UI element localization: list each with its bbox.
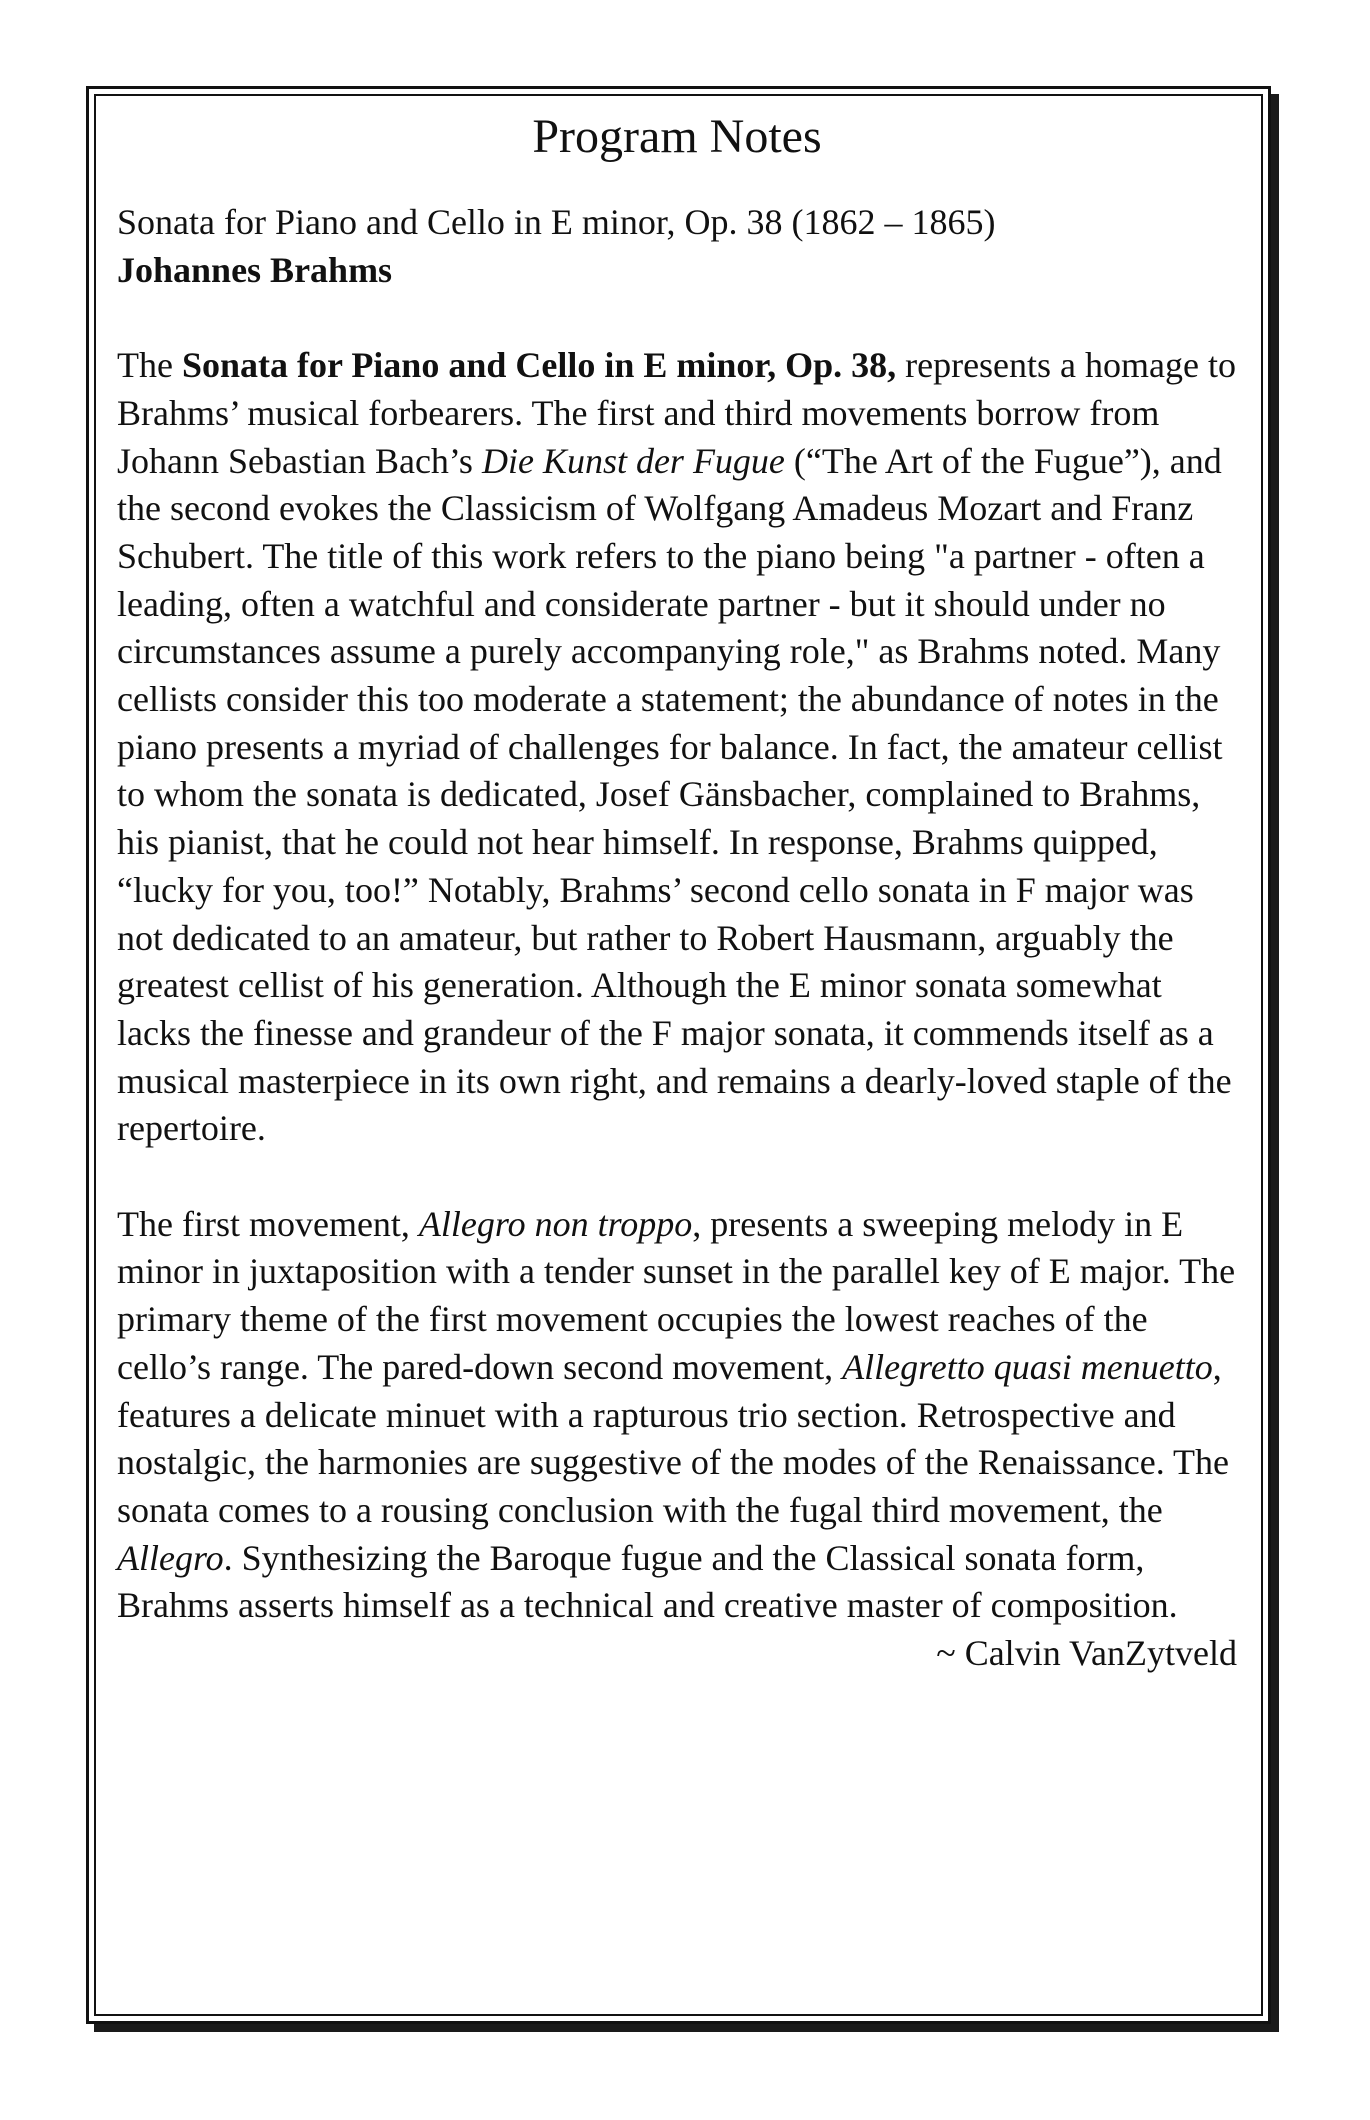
text-run: The: [117, 345, 182, 386]
italic-movement-name: Allegro: [117, 1537, 224, 1578]
program-notes-frame: [86, 86, 1271, 2024]
paragraph-movements: [117, 1201, 1237, 1630]
text-run: The first movement,: [117, 1203, 419, 1244]
text-run: , presents a sweeping melody in E minor in juxtaposition with a tender sunset in the parallel key of E major. The primary theme of the first movement occupies the lowest reaches of the cello’s range. The pared-down second movement,: [117, 1203, 1236, 1387]
italic-work-title: Die Kunst der Fugue: [481, 440, 785, 481]
text-run: represents a homage to Brahms’ musical forbearers. The first and third movements borrow from Johann Sebastian Bach’s: [117, 345, 1236, 481]
bold-work-title: Sonata for Piano and Cello in E minor, Op. 38,: [181, 345, 897, 386]
piece-title: Sonata for Piano and Cello in E minor, Op. 38 (1862 – 1865): [117, 202, 996, 242]
page-title: Program Notes: [532, 110, 822, 163]
author-signature: ~ Calvin VanZytveld: [936, 1633, 1237, 1674]
text-run: . Synthesizing the Baroque fugue and the Classical sonata form, Brahms asserts himself as a technical and creative master of composition.: [117, 1537, 1178, 1626]
program-notes-content: [117, 107, 1237, 1678]
text-run: , features a delicate minuet with a rapturous trio section. Retrospective and nostalgic, the harmonies are suggestive of the modes of the Renaissance. The sonata comes to a rousing conclusion with the fugal third movement, the: [117, 1346, 1230, 1530]
paragraph-overview: [117, 342, 1237, 1153]
text-run: (“The Art of the Fugue”), and the second evokes the Classicism of Wolfgang Amadeus Mozart and Franz Schubert. The title of this work refers to the piano being "a partner - often a leading, often a watchful and considerate partner - but it should under no circumstances assume a purely accompanying role," as Brahms noted. Many cellists consider this too moderate a statement; the abundance of notes in the piano presents a myriad of challenges for balance. In fact, the amateur cellist to whom the sonata is dedicated, Josef Gänsbacher, complained to Brahms, his pianist, that he could not hear himself. In response, Brahms quipped, “lucky for you, too!” Notably, Brahms’ second cello sonata in F major was not dedicated to an amateur, but rather to Robert Hausmann, arguably the greatest cellist of his generation. Although the E minor sonata somewhat lacks the finesse and grandeur of the F major sonata, it commends itself as a musical masterpiece in its own right, and remains a dearly-loved staple of the repertoire.: [117, 440, 1232, 1149]
italic-movement-name: Allegretto quasi menuetto: [842, 1346, 1213, 1387]
italic-movement-name: Allegro non troppo: [418, 1203, 693, 1244]
composer-name: Johannes Brahms: [117, 249, 393, 290]
